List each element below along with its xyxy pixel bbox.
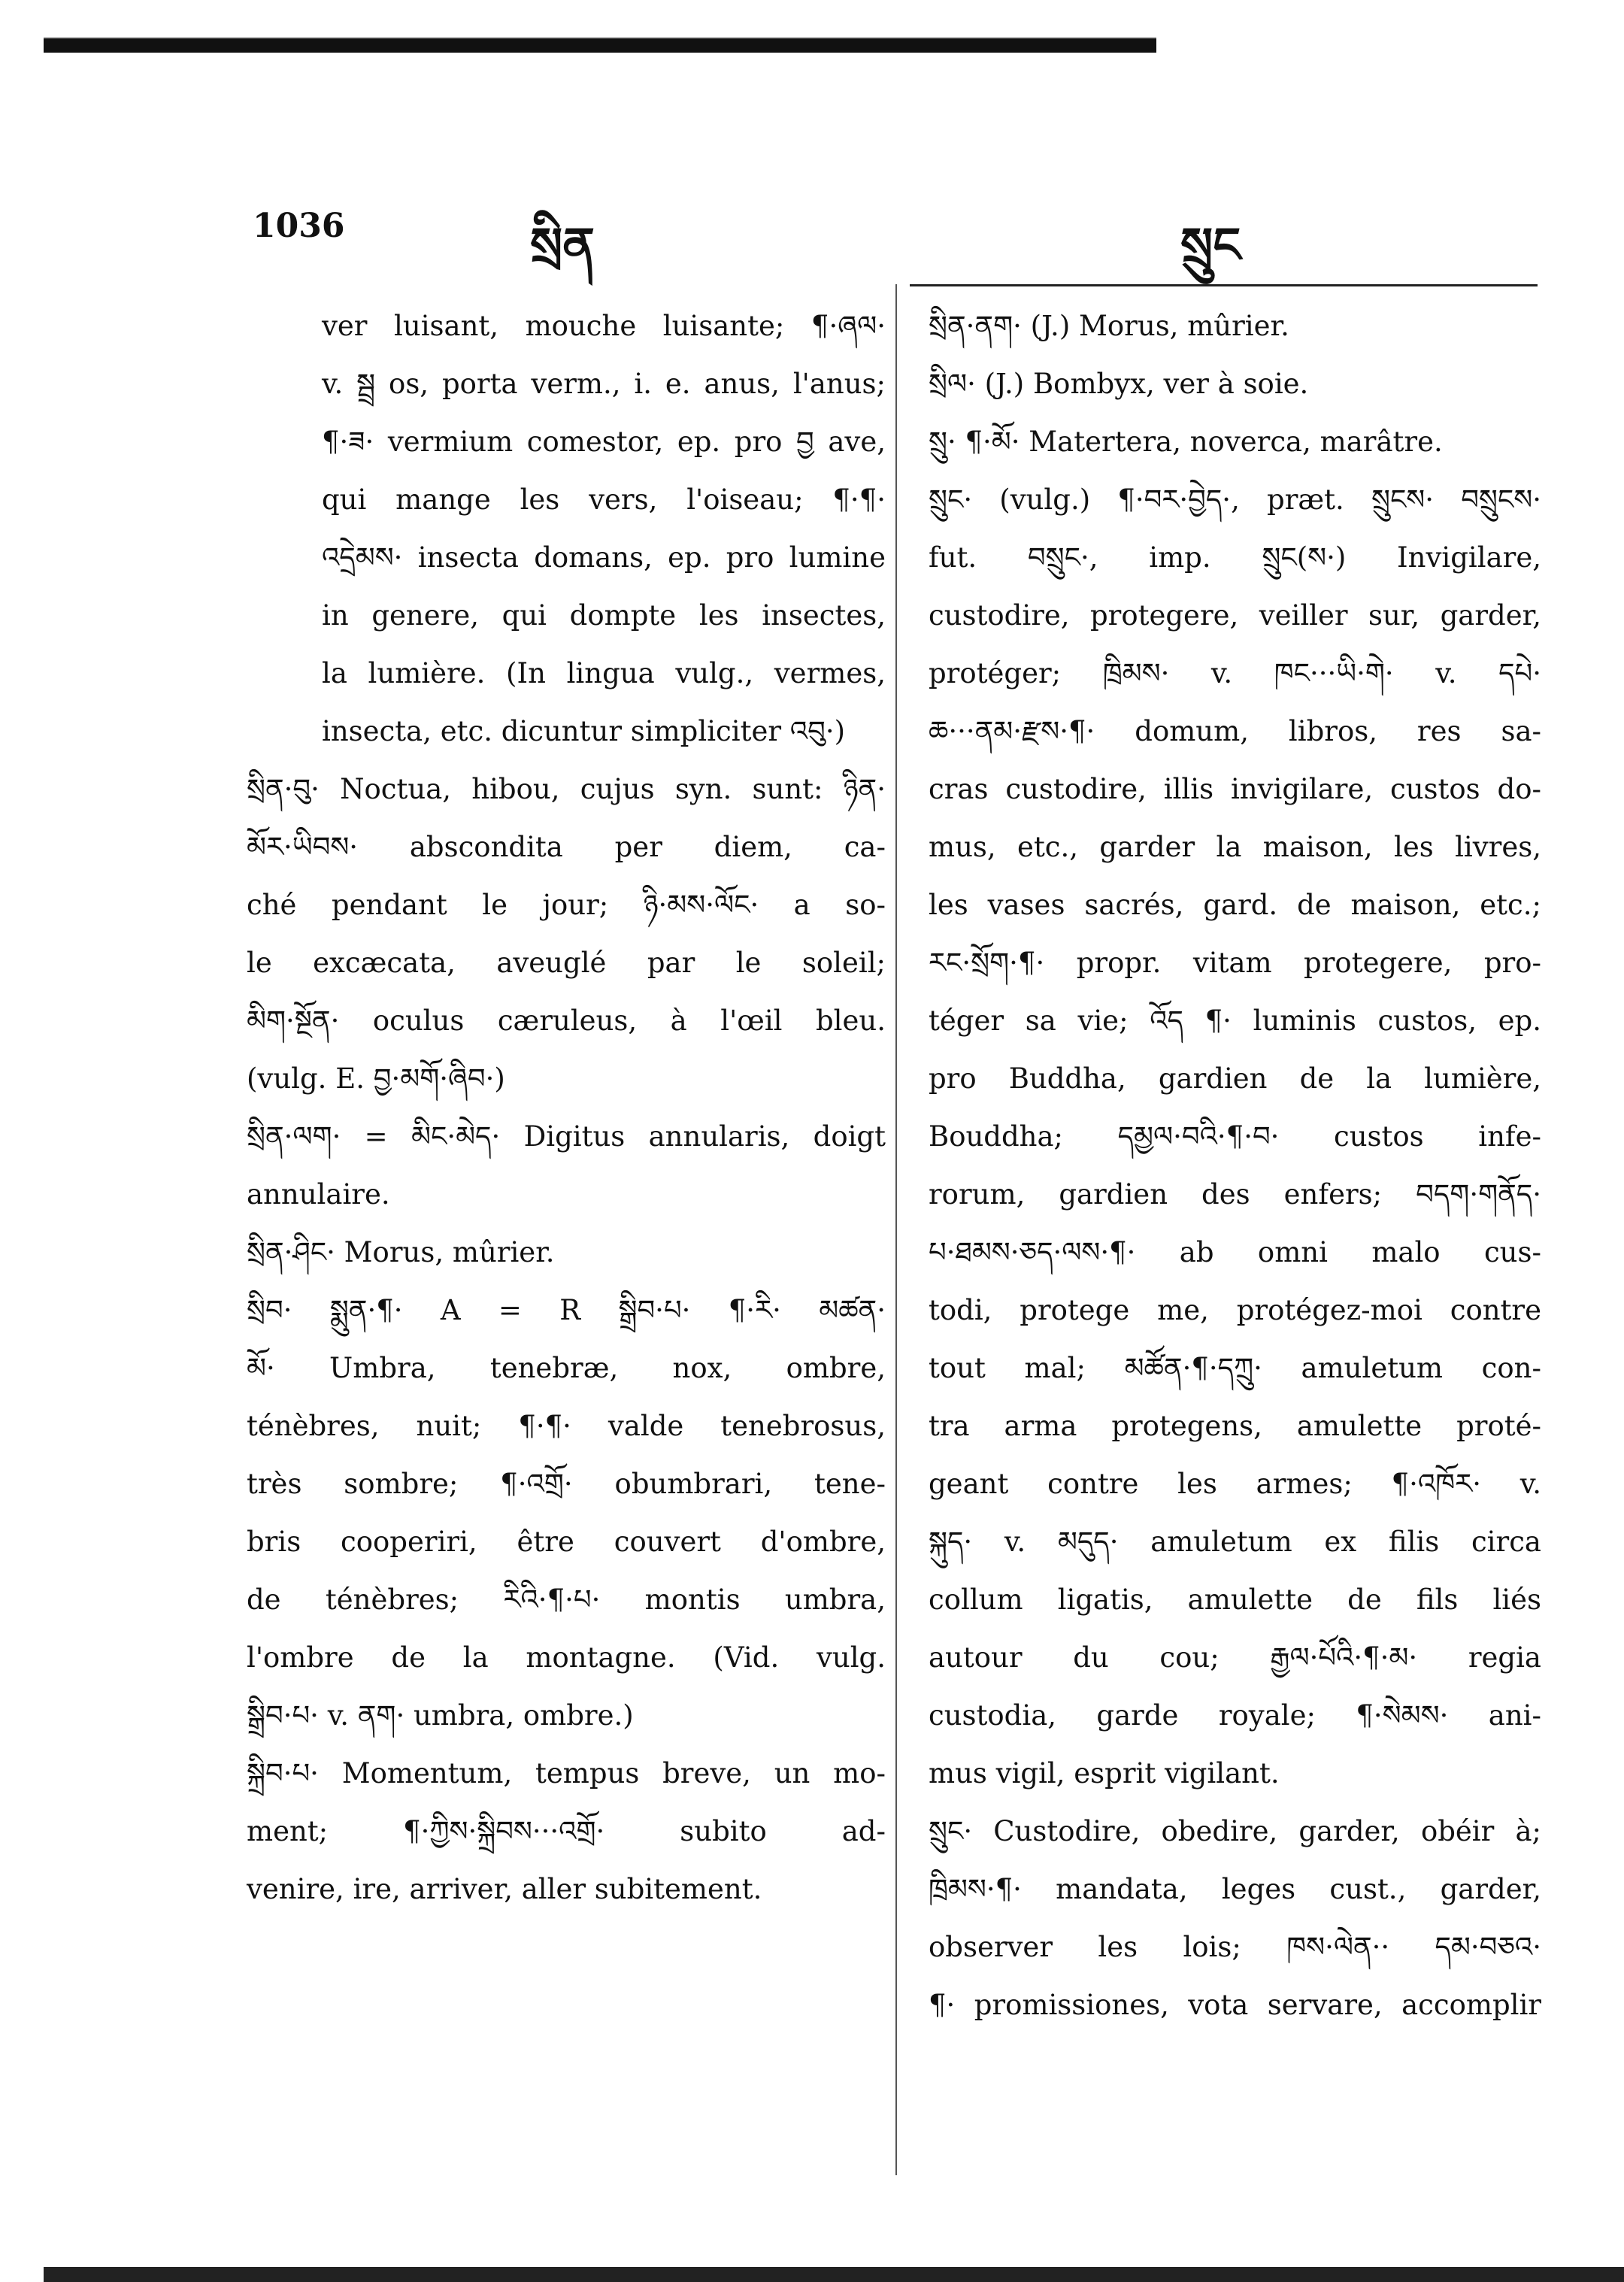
entry-line: fut. བསྲུང·, imp. སྲུང(ས·) Invigilare, [929,541,1541,574]
continued-entry [247,297,886,760]
entry-line: de ténèbres; རིའི·¶·པ· montis umbra, [247,1583,886,1616]
entry-line: le excæcata, aveuglé par le soleil; [247,947,886,979]
dictionary-entry [247,760,886,1108]
entry-line: custodire, protegere, veiller sur, garder, [929,599,1541,632]
entry-line: སྐྲིབ·པ· Momentum, tempus breve, un mo- [247,1757,886,1790]
entry-line: rorum, gardien des enfers; བདག·གནོད· [929,1178,1541,1211]
entry-line: ཆ···ནམ·རྫས·¶· domum, libros, res sa- [929,715,1541,747]
entry-line: (vulg. E. བྱ·མགོ·ཞིབ·) [247,1062,505,1095]
entry-line: insecta, etc. dicuntur simpliciter འབུ·) [322,715,846,747]
entry-line: cras custodire, illis invigilare, custos do- [929,773,1541,805]
dictionary-entry [247,1744,886,1918]
entry-line: bris cooperiri, être couvert d'ombre, [247,1526,886,1558]
entry-line: l'ombre de la montagne. (Vid. vulg. [247,1641,886,1674]
entry-line: མོར·ཡིབས· abscondita per diem, ca- [247,831,886,863]
entry-line: འདྲེམས· insecta domans, ep. pro lumine [322,541,886,574]
dictionary-entry [929,413,1541,471]
entry-line: མོ· Umbra, tenebræ, nox, ombre, [247,1352,886,1384]
entry-line: ver luisant, mouche luisante; ¶·ཞལ· [322,310,886,342]
entry-line: Bouddha; དམྱལ·བའི·¶·བ· custos infe- [929,1120,1541,1153]
entry-line: la lumière. (In lingua vulg., vermes, [322,657,886,689]
entry-line: ¶·ཟ· vermium comestor, ep. pro བྱ ave, [322,426,886,458]
entry-line: v. སྦྲ os, porta verm., i. e. anus, l'anus; [322,368,886,400]
entry-line: སྲིན·ནག· (J.) Morus, mûrier. [929,310,1289,342]
entry-line: geant contre les armes; ¶·འཁོར· v. [929,1468,1541,1500]
entry-line: collum ligatis, amulette de fils liés [929,1583,1541,1616]
entry-line: སྐུད· v. མདུད· amuletum ex filis circa [929,1526,1541,1558]
bottom-border [44,2267,1624,2282]
entry-line: སྲིན·ལག· = མིང·མེད· Digitus annularis, doigt [247,1120,886,1153]
entry-line: todi, protege me, protégez-moi contre [929,1294,1541,1326]
entry-line: protéger; ཁྲིམས· v. ཁང···ཡི·གེ· v. དཔེ· [929,657,1541,689]
entry-line: སྲིན·བུ· Noctua, hibou, cujus syn. sunt: ཉིན· [247,773,886,805]
entry-line: qui mange les vers, l'oiseau; ¶·¶· [322,483,886,516]
entry-line: autour du cou; རྒྱལ·པོའི·¶·མ· regia [929,1641,1541,1674]
running-head-left: སྲིན [530,218,595,274]
entry-line: སྲིབ· སྨུན·¶· A = R སྒྲིབ·པ· ¶·རི· མཚན· [247,1294,886,1326]
entry-line: mus, etc., garder la maison, les livres, [929,831,1541,863]
entry-line: རང·སྲོག·¶· propr. vitam protegere, pro- [929,947,1541,979]
entry-line: in genere, qui dompte les insectes, [322,599,886,632]
entry-line: ténèbres, nuit; ¶·¶· valde tenebrosus, [247,1410,886,1442]
header-rule [910,284,1538,286]
entry-line: ཁྲིམས·¶· mandata, leges cust., garder, [929,1873,1541,1905]
dictionary-entry [247,1281,886,1744]
entry-line: custodia, garde royale; ¶·སེམས· ani- [929,1699,1541,1732]
dictionary-entry [247,1108,886,1223]
dictionary-entry [929,1802,1541,2034]
entry-line: venire, ire, arriver, aller subitement. [247,1873,762,1905]
right-column [929,297,1541,2034]
entry-line: ment; ¶·ཀྱིས·སྐྲིབས···འགྲོ· subito ad- [247,1815,886,1847]
entry-line: tout mal; མཚོན·¶·དཀྲུ· amuletum con- [929,1352,1541,1384]
entry-line: pro Buddha, gardien de la lumière, [929,1062,1541,1095]
entry-line: téger sa vie; འོད ¶· luminis custos, ep. [929,1005,1541,1037]
page-number: 1036 [253,207,345,245]
running-head-right: སྲུང [1180,218,1241,274]
entry-line: ¶· promissiones, vota servare, accomplir [929,1989,1541,2021]
entry-line: tra arma protegens, amulette proté- [929,1410,1541,1442]
entry-line: très sombre; ¶·འགྲོ· obumbrari, tene- [247,1468,886,1500]
entry-line: observer les lois; ཁས·ལེན·· དམ·བཅའ· [929,1931,1541,1963]
dictionary-entry [247,1223,886,1281]
entry-line: མིག·སྔོན· oculus cæruleus, à l'œil bleu. [247,1005,886,1037]
entry-line: སྲིལ· (J.) Bombyx, ver à soie. [929,368,1309,400]
dictionary-entry [929,471,1541,1802]
entry-line: སྲུང· (vulg.) ¶·བར·བྱེད·, præt. སྲུངས· བསྲུངས· [929,483,1541,516]
top-border [44,39,1156,53]
page-header [0,192,1624,274]
dictionary-entry [929,297,1541,355]
entry-line: les vases sacrés, gard. de maison, etc.; [929,889,1541,921]
entry-line: mus vigil, esprit vigilant. [929,1757,1280,1790]
entry-line: སྲུང· Custodire, obedire, garder, obéir à; [929,1815,1541,1847]
entry-line: ché pendant le jour; ཉི·མས·ལོང· a so- [247,889,886,921]
dictionary-entry [929,355,1541,413]
entry-line: སྒྲིབ·པ· v. ནག· umbra, ombre.) [247,1699,634,1732]
entry-line: annulaire. [247,1178,390,1211]
entry-line: སྲིན·ཤིང· Morus, mûrier. [247,1236,555,1268]
column-divider [895,284,897,2175]
entry-line: པ·ཐམས·ཅད·ལས·¶· ab omni malo cus- [929,1236,1541,1268]
entry-line: སྲུ· ¶·མོ· Matertera, noverca, marâtre. [929,426,1443,458]
left-column [247,297,886,1918]
